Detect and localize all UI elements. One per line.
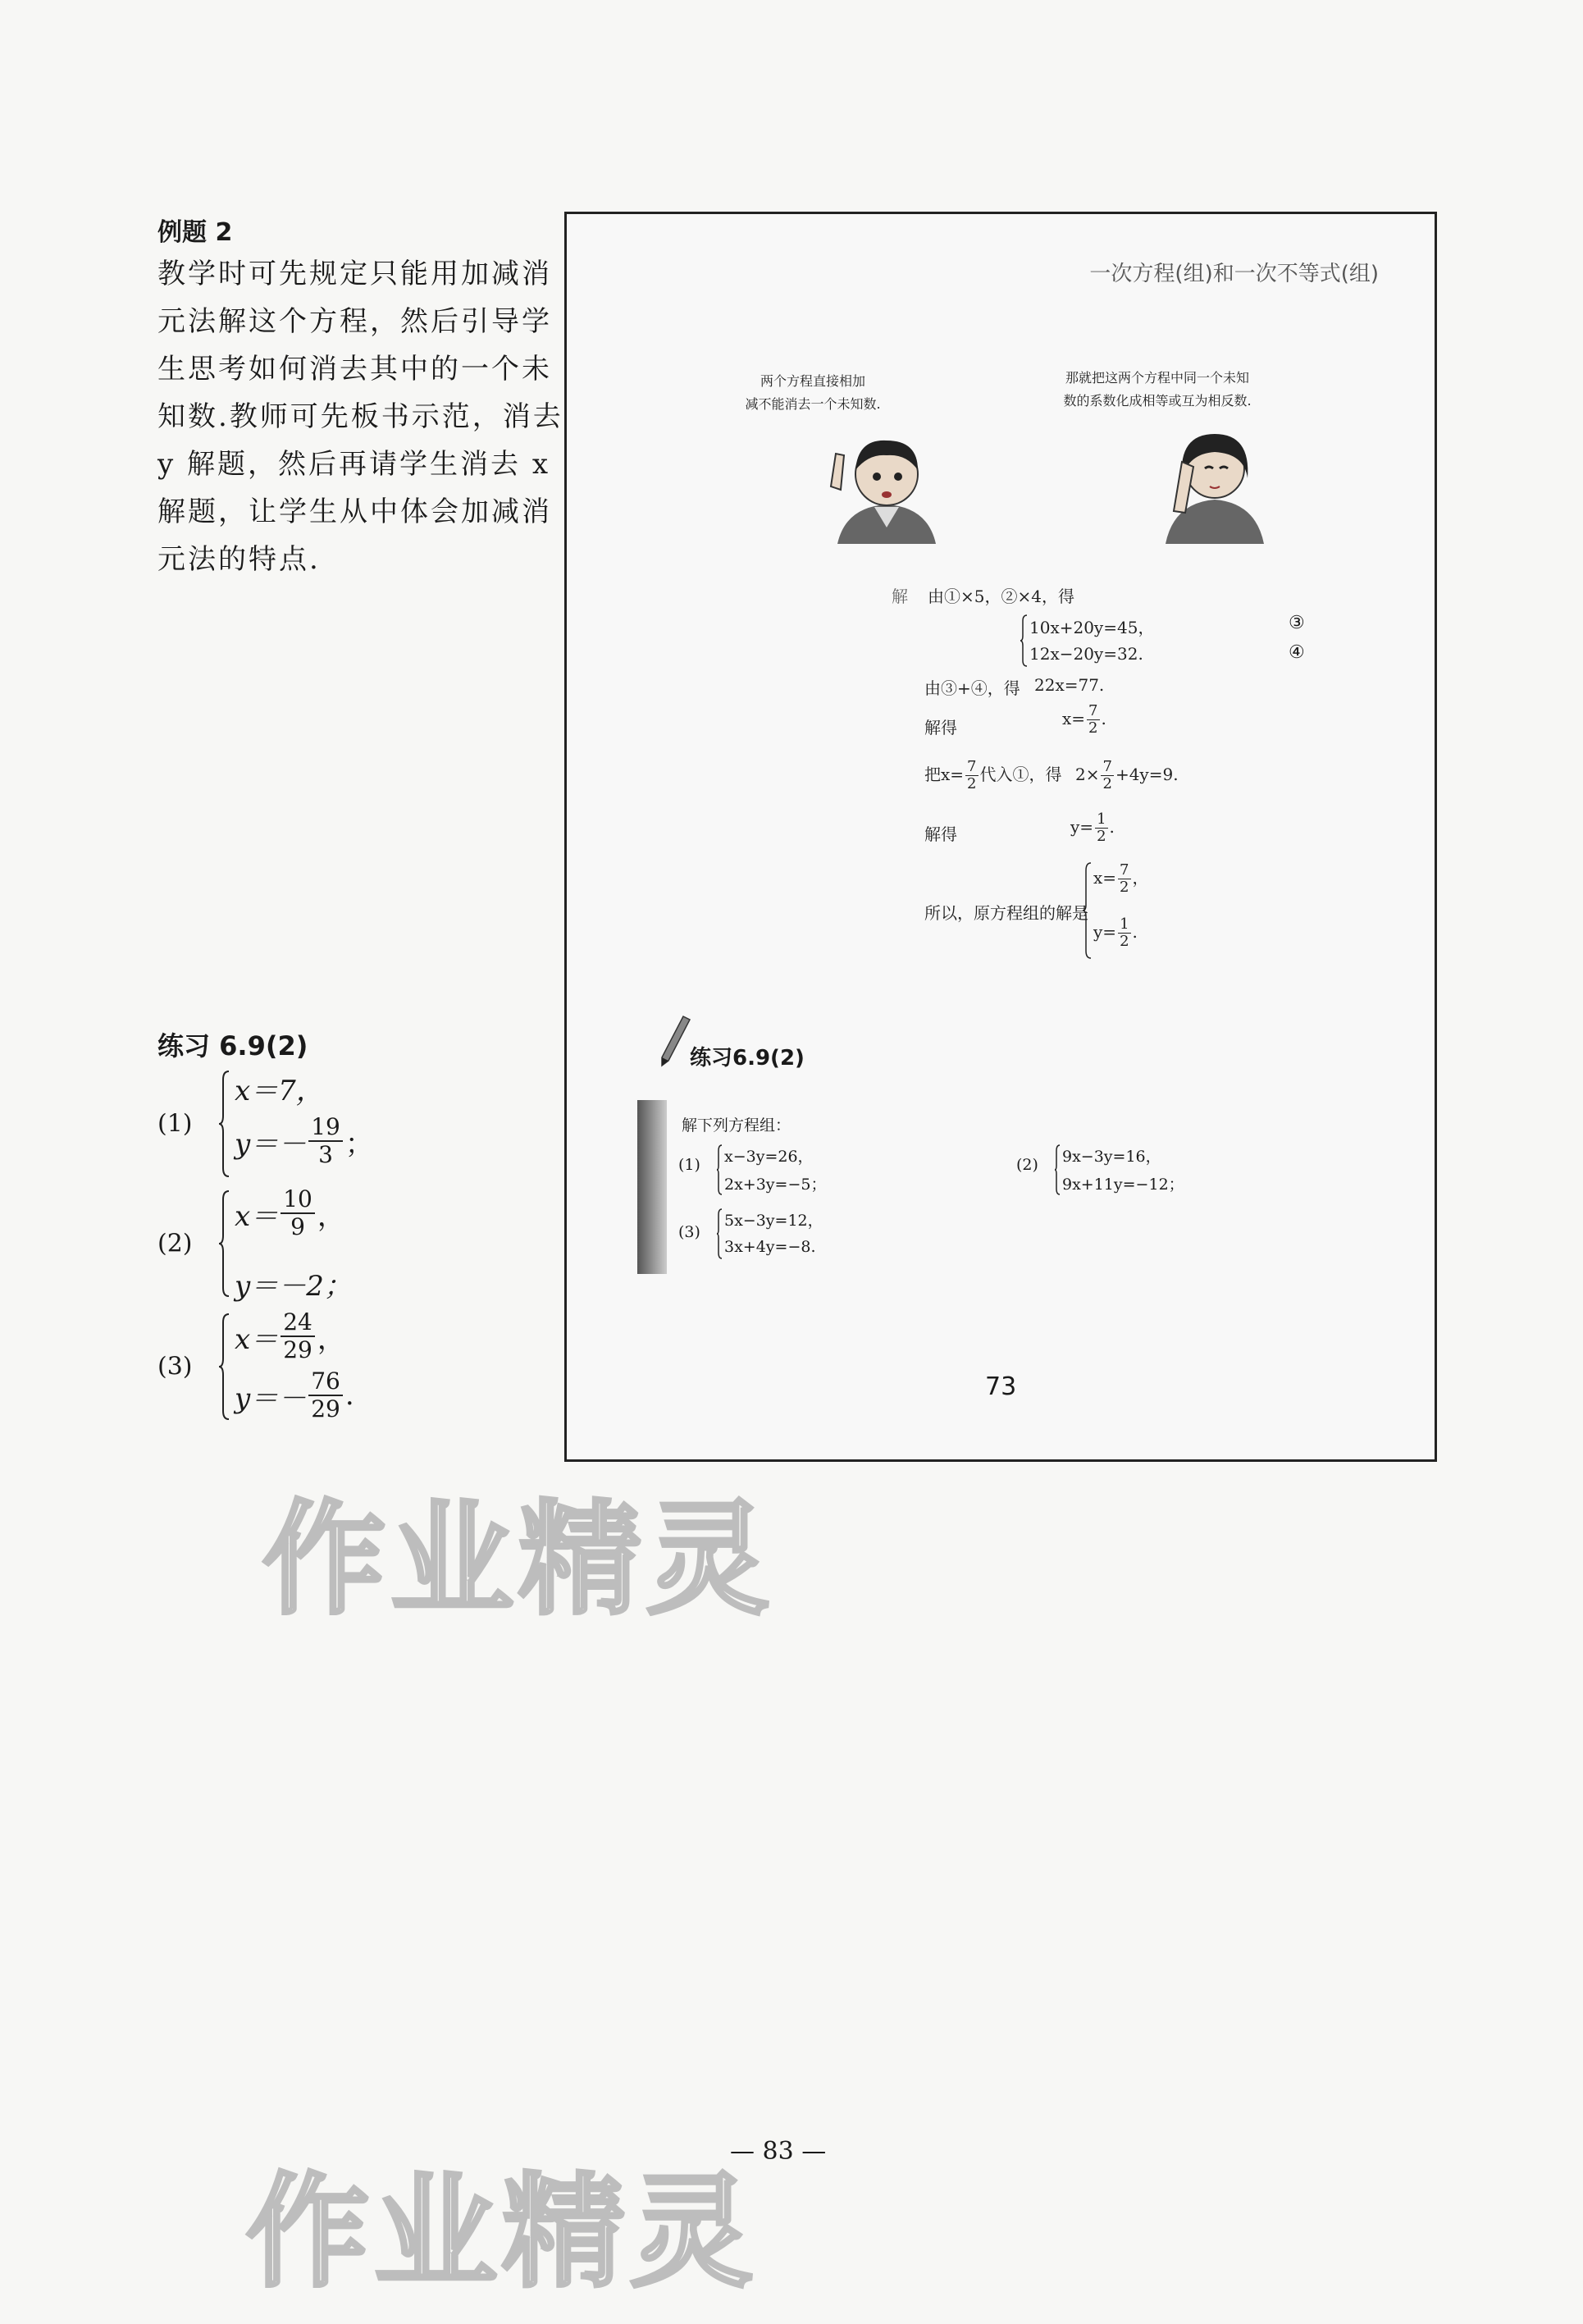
q2-label: (2) — [1016, 1156, 1038, 1174]
brace-icon — [218, 1189, 230, 1298]
solution-step1: 由①×5，②×4，得 — [928, 587, 1074, 606]
answer-2-row2: y＝－2； — [235, 1270, 352, 1303]
brace-icon — [716, 1144, 723, 1195]
answer-1-num: 19 — [308, 1114, 343, 1142]
q3-eq1: 5x−3y=12， — [724, 1212, 823, 1230]
note-line-3: 生思考如何消去其中的一个未 — [157, 353, 552, 386]
answer-3-row2: y＝－ — [235, 1381, 307, 1415]
final-x: x= $\frac{7}{2}$ ， — [1093, 861, 1149, 896]
answer-1-label: (1) — [157, 1109, 193, 1139]
eq-3: 10x+20y=45， — [1029, 618, 1155, 637]
eq-4: 12x−20y=32. — [1029, 644, 1143, 664]
answers-title: 练习 6.9(2) — [157, 1030, 308, 1062]
q1-label: (1) — [678, 1156, 700, 1174]
note-line-4: 知数.教师可先板书示范，消去 — [157, 400, 563, 433]
solve-x-label: 解得 — [924, 718, 957, 737]
note-line-2: 元法解这个方程，然后引导学 — [157, 305, 552, 338]
exercise-prompt: 解下列方程组： — [682, 1116, 792, 1135]
q2-eq2: 9x+11y=−12； — [1062, 1176, 1184, 1194]
q3-label: (3) — [678, 1223, 700, 1241]
q1-eq1: x−3y=26， — [724, 1148, 814, 1166]
answer-1: (1) x＝7， y＝－ $\frac{19}{3}$ ； — [157, 1066, 404, 1181]
page-number: — 83 — — [730, 2137, 827, 2166]
brace-icon — [1082, 862, 1092, 959]
answer-2: (2) x＝ $\frac{10}{9}$ ， y＝－2； — [157, 1185, 352, 1303]
marker-4: ④ — [1289, 642, 1305, 663]
brace-icon — [1054, 1144, 1061, 1195]
final-y: y= $\frac{1}{2}$ . — [1093, 915, 1138, 950]
marker-3: ③ — [1289, 613, 1305, 633]
watermark: 作业精灵 — [262, 1489, 775, 1632]
substitute-line: 把x= $\frac{7}{2}$ 代入①，得 — [924, 758, 1062, 792]
answer-3-row1: x＝ — [235, 1322, 279, 1356]
eq-5: 22x=77. — [1034, 675, 1105, 695]
watermark-bottom: 作业精灵 — [246, 2162, 759, 2304]
final-answer-label: 所以，原方程组的解是 — [924, 903, 1088, 923]
brace-icon — [218, 1313, 230, 1421]
speech-left: 两个方程直接相加 减不能消去一个未知数. — [745, 373, 881, 412]
solution-step2: 由③+④，得 — [924, 678, 1020, 698]
pencil-icon — [659, 1015, 691, 1067]
answer-1-row2: y＝－ — [235, 1127, 307, 1161]
brace-icon — [218, 1070, 230, 1178]
answer-3: (3) x＝ $\frac{24}{29}$ ， y＝－ $\frac{76}{29}$ . — [157, 1308, 354, 1422]
answer-2-row1: x＝ — [235, 1199, 279, 1233]
speech-right: 那就把这两个方程中同一个未知 数的系数化成相等或互为相反数. — [1063, 370, 1252, 409]
textbook-page-number: 73 — [985, 1372, 1017, 1401]
q3-eq2: 3x+4y=−8. — [724, 1238, 816, 1256]
textbook-page — [564, 212, 1437, 1462]
solution-label: 解 — [892, 587, 908, 606]
exercise-band — [637, 1100, 667, 1274]
x-value: x= $\frac{7}{2}$ . — [1062, 702, 1106, 737]
answer-2-label: (2) — [157, 1229, 193, 1258]
boy-illustration — [821, 429, 952, 544]
girl-illustration — [1149, 421, 1280, 544]
note-line-5: y 解题，然后再请学生消去 x — [157, 448, 550, 481]
solve-y-label: 解得 — [924, 824, 957, 844]
q1-eq2: 2x+3y=−5； — [724, 1176, 827, 1194]
note-line-7: 元法的特点. — [157, 543, 321, 576]
answer-3-label: (3) — [157, 1352, 193, 1381]
brace-icon — [1020, 614, 1028, 667]
answer-1-den: 3 — [318, 1141, 333, 1168]
substitute-eq: 2× $\frac{7}{2}$ +4y=9. — [1075, 758, 1179, 792]
answer-1-row1: x＝7， — [235, 1075, 324, 1107]
q2-eq1: 9x−3y=16， — [1062, 1148, 1161, 1166]
y-value: y= $\frac{1}{2}$ . — [1070, 810, 1115, 845]
chapter-header: 一次方程(组)和一次不等式(组) — [1089, 262, 1379, 286]
brace-icon — [716, 1208, 723, 1259]
example-title: 例题 2 — [157, 218, 233, 247]
note-line-6: 解题，让学生从中体会加减消 — [157, 495, 552, 528]
exercise-title: 练习6.9(2) — [690, 1046, 805, 1071]
note-line-1: 教学时可先规定只能用加减消 — [157, 258, 552, 290]
